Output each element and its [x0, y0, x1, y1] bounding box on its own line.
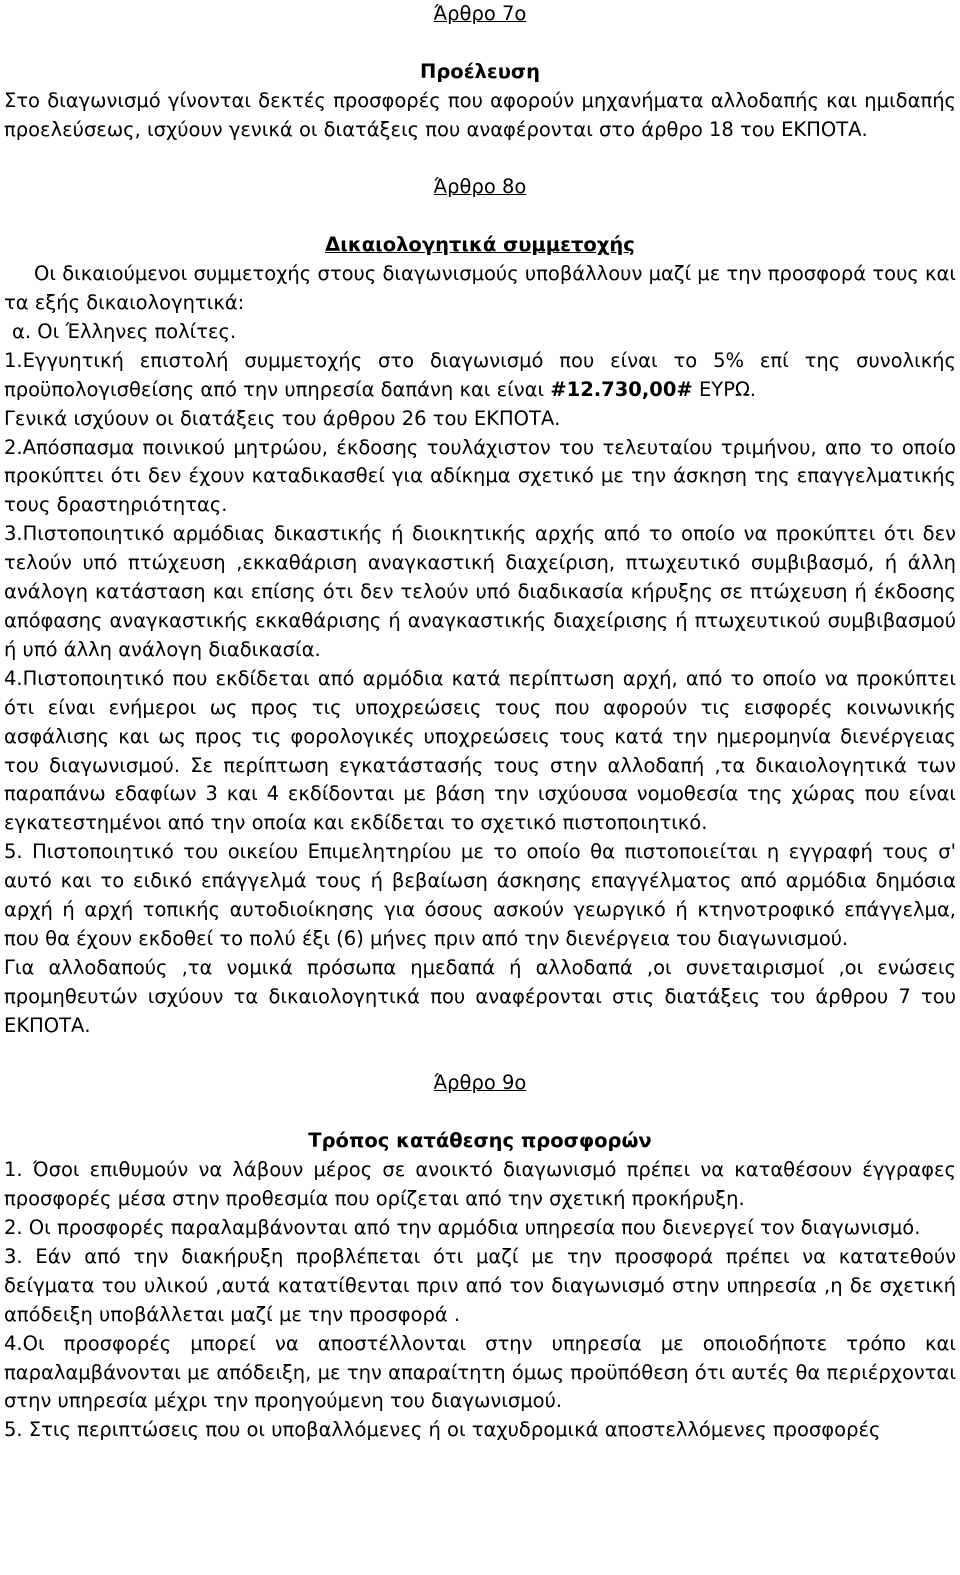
article-8-number: Άρθρο 8ο: [433, 175, 527, 199]
article-7-title: Προέλευση: [420, 59, 540, 83]
article-8-item-4: 4.Πιστοποιητικό που εκδίδεται από αρμόδια κατά περίπτωση αρχή, από το οποίο να προκύπτει ότι είναι ενήμεροι ως προς τις υποχρεώσεις τους που αφορούν τις εισφορές κοινωνικής ασφάλισης και ως προς τις φορολογικές υποχρεώσεις τους κατά την ημερομηνία διενέργειας του διαγωνισμού. Σε περίπτωση εγκατάστασής τους στην αλλοδαπή ,τα δικαιολογητικά των παραπάνω εδαφίων 3 και 4 εκδίδονται με βάση την ισχύουσα νομοθεσία της χώρας που είναι εγκατεστημένοι από την οποία και εκδίδεται το σχετικό πιστοποιητικό.: [4, 666, 956, 835]
article-8-item-a: α. Οι Έλληνες πολίτες.: [12, 319, 237, 343]
item-1-text: 1.Εγγυητική επιστολή συμμετοχής στο διαγωνισμό που είναι το 5% επί της συνολικής προϋπολογισθείσης από την υπηρεσία δαπάνη και είναι: [4, 348, 956, 401]
article-8-item-3: 3.Πιστοποιητικό αρμόδιας δικαστικής ή διοικητικής αρχής από το οποίο να προκύπτει ότι δεν τελούν υπό πτώχευση ,εκκαθάριση αναγκαστική διαχείριση, πτωχευτικό συμβιβασμό, ή άλλη ανάλογη κατάσταση και επίσης ότι δεν τελούν υπό διαδικασία κήρυξης σε πτώχευση ή έκδοσης απόφασης αναγκαστικής εκκαθάρισης ή αναγκαστικής διαχείρισης ή πτωχευτικού συμβιβασμού ή υπό άλλη ανάλογη διαδικασία.: [4, 522, 956, 661]
article-9-title: Τρόπος κατάθεσης προσφορών: [308, 1129, 652, 1153]
article-9-item-4: 4.Οι προσφορές μπορεί να αποστέλλονται στην υπηρεσία με οποιοδήποτε τρόπο και παραλαμβάνονται με απόδειξη, με την απαραίτητη όμως προϋπόθεση ότι αυτές θα περιέρχονται στην υπηρεσία μέχρι την προηγούμενη του διαγωνισμού.: [4, 1331, 956, 1413]
article-8-foreigners: Για αλλοδαπούς ,τα νομικά πρόσωπα ημεδαπά ή αλλοδαπά ,οι συνεταιρισμοί ,οι ενώσεις προμηθευτών ισχύουν τα δικαιολογητικά που αναφέρονται στις διατάξεις του άρθρου 7 του ΕΚΠΟΤΑ.: [4, 955, 956, 1037]
guarantee-amount: #12.730,00#: [550, 377, 693, 401]
article-8-title: Δικαιολογητικά συμμετοχής: [325, 233, 635, 257]
article-9-item-2: 2. Οι προσφορές παραλαμβάνονται από την αρμόδια υπηρεσία που διενεργεί τον διαγωνισμό.: [4, 1215, 921, 1239]
article-8-intro: Οι δικαιούμενοι συμμετοχής στους διαγωνισμούς υποβάλλουν μαζί με την προσφορά τους και τα εξής δικαιολογητικά:: [4, 262, 956, 315]
article-8-item-5: 5. Πιστοποιητικό του οικείου Επιμελητηρίου με το οποίο θα πιστοποιείται η εγγραφή τους σ' αυτό και το ειδικό επάγγελμά τους ή βεβαίωση άσκησης επαγγέλματος από αρμόδια δημόσια αρχή ή αρχή τοπικής αυτοδιοίκησης για όσους ασκούν γεωργικό ή κτηνοτροφικό επάγγελμα, που θα έχουν εκδοθεί το πολύ έξι (6) μήνες πριν από την διενέργεια του διαγωνισμού.: [4, 840, 956, 950]
item-1-currency: ΕΥΡΩ.: [692, 377, 757, 401]
article-8-item-1-note: Γενικά ισχύουν οι διατάξεις του άρθρου 26 του ΕΚΠΟΤΑ.: [4, 406, 561, 430]
article-9: [4, 1069, 956, 1445]
article-7: [4, 0, 956, 145]
article-8: [4, 173, 956, 1040]
article-9-item-3: 3. Εάν από την διακήρυξη προβλέπεται ότι μαζί με την προσφορά πρέπει να κατατεθούν δείγματα του υλικού ,αυτά κατατίθενται πριν από τον διαγωνισμό στην υπηρεσία ,η δε σχετική απόδειξη υποβάλλεται μαζί με την προσφορά .: [4, 1244, 956, 1326]
article-8-item-1: [4, 347, 956, 405]
article-9-number: Άρθρο 9ο: [433, 1071, 527, 1095]
article-8-item-2: 2.Απόσπασμα ποινικού μητρώου, έκδοσης τουλάχιστον του τελευταίου τριμήνου, απο το οποίο προκύπτει ότι δεν έχουν καταδικασθεί για αδίκημα σχετικό με την άσκηση της επαγγελματικής τους δραστηριότητας.: [4, 435, 956, 517]
article-9-item-1: 1. Όσοι επιθυμούν να λάβουν μέρος σε ανοικτό διαγωνισμό πρέπει να καταθέσουν έγγραφες προσφορές μέσα στην προθεσμία που ορίζεται από την σχετική προκήρυξη.: [4, 1158, 956, 1211]
article-7-body: Στο διαγωνισμό γίνονται δεκτές προσφορές που αφορούν μηχανήματα αλλοδαπής και ημιδαπής προελεύσεως, ισχύουν γενικά οι διατάξεις που αναφέρονται στο άρθρο 18 του ΕΚΠΟΤΑ.: [4, 88, 956, 141]
article-9-item-5: 5. Στις περιπτώσεις που οι υποβαλλόμενες ή οι ταχυδρομικά αποστελλόμενες προσφορές: [4, 1418, 881, 1442]
article-7-number: Άρθρο 7ο: [433, 2, 527, 25]
